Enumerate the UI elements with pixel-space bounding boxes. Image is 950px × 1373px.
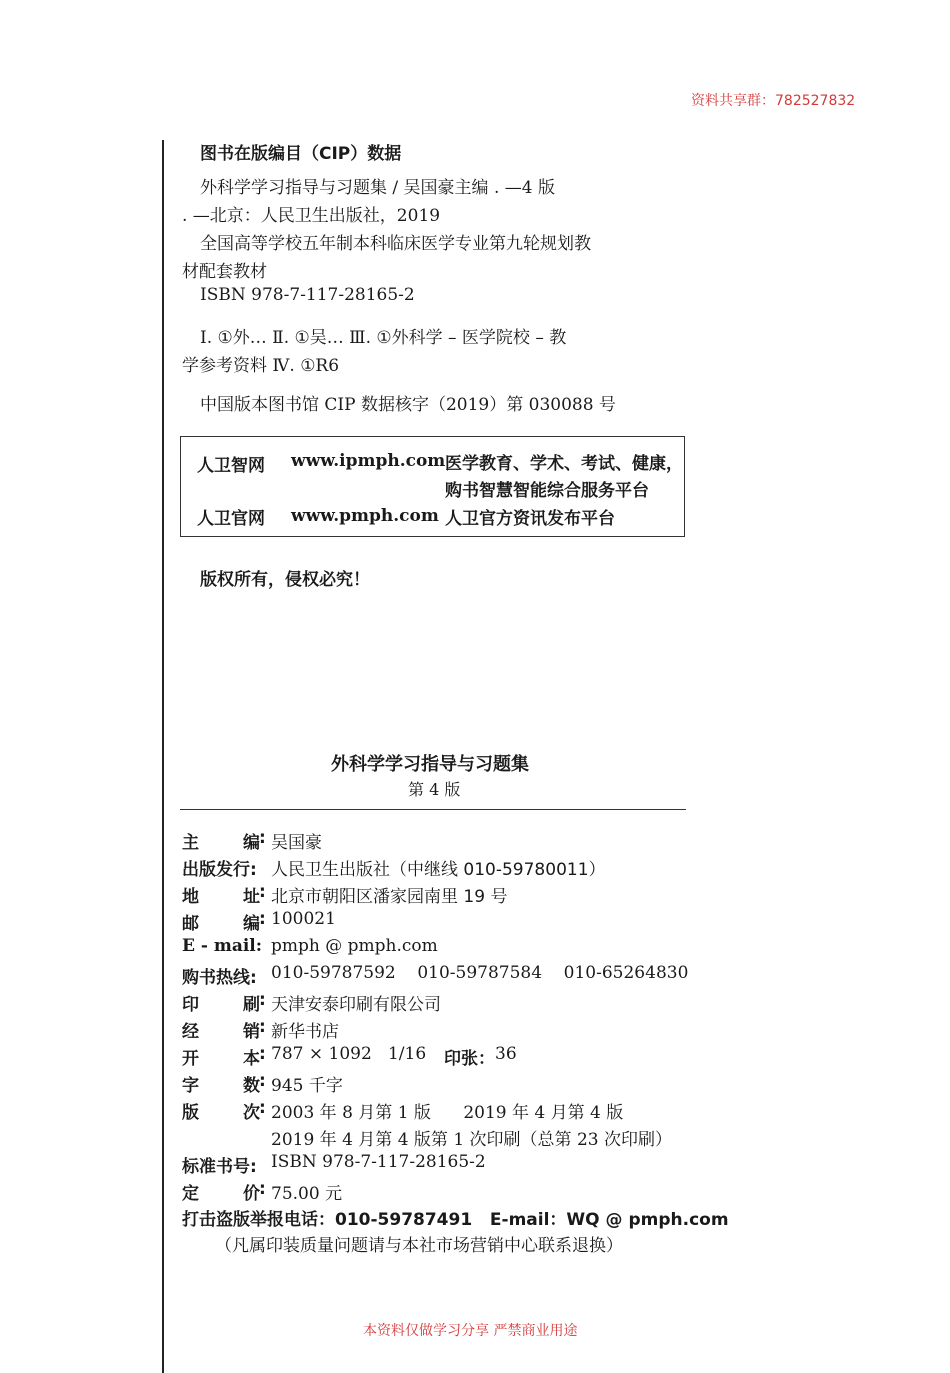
website-name: 人卫智网 <box>197 456 265 476</box>
isbn-label: 标准书号: <box>182 1157 257 1177</box>
cip-heading: 图书在版编目（CIP）数据 <box>200 144 402 164</box>
hotline-value: 010-59787592 010-59787584 010-65264830 <box>271 963 689 983</box>
cip-line: 中国版本图书馆 CIP 数据核字（2019）第 030088 号 <box>200 395 616 415</box>
copyright-notice: 版权所有，侵权必究！ <box>200 570 370 590</box>
cip-line: 外科学学习指导与习题集 / 吴国豪主编 . —4 版 <box>200 178 555 198</box>
wordcount-label: 字 数 <box>182 1076 260 1096</box>
book-edition: 第 4 版 <box>408 780 461 799</box>
watermark-bottom: 本资料仅做学习分享 严禁商业用途 <box>363 1323 578 1339</box>
piracy-report: 打击盗版举报电话：010-59787491 E-mail：WQ @ pmph.com <box>182 1210 729 1230</box>
margin-line <box>162 140 164 1373</box>
watermark-top: 资料共享群：782527832 <box>691 93 856 109</box>
address-value: 北京市朝阳区潘家园南里 19 号 <box>271 887 508 907</box>
website-box <box>180 436 685 537</box>
website-url[interactable]: www.ipmph.com <box>291 451 446 471</box>
editor-label: 主 编 <box>182 833 260 853</box>
isbn-value: ISBN 978-7-117-28165-2 <box>271 1152 486 1172</box>
format-value: 787 × 1092 1/16 <box>271 1044 427 1064</box>
hotline-label: 购书热线: <box>182 968 257 988</box>
edition-label: 版 次 <box>182 1103 260 1123</box>
cip-line: . —北京：人民卫生出版社，2019 <box>182 206 441 226</box>
price-value: 75.00 元 <box>271 1184 343 1204</box>
divider <box>180 809 686 810</box>
website-desc: 人卫官方资讯发布平台 <box>445 509 615 529</box>
cip-line: 全国高等学校五年制本科临床医学专业第九轮规划教 <box>200 234 591 254</box>
distributor-label: 经 销 <box>182 1022 260 1042</box>
cip-line: 学参考资料 Ⅳ. ①R6 <box>182 356 340 376</box>
email-value[interactable]: pmph @ pmph.com <box>271 936 438 956</box>
postcode-value: 100021 <box>271 909 336 929</box>
postcode-label: 邮 编 <box>182 914 260 934</box>
printer-value: 天津安泰印刷有限公司 <box>271 995 441 1015</box>
cip-line: 材配套教材 <box>182 262 267 282</box>
printer-label: 印 刷 <box>182 995 260 1015</box>
cip-line: Ⅰ. ①外… Ⅱ. ①吴… Ⅲ. ①外科学 – 医学院校 – 教 <box>200 328 567 348</box>
publisher-value: 人民卫生出版社（中继线 010-59780011） <box>271 860 606 880</box>
website-desc: 医学教育、学术、考试、健康， <box>445 454 683 474</box>
edition-value-2: 2019 年 4 月第 4 版第 1 次印刷（总第 23 次印刷） <box>271 1130 672 1150</box>
edition-value: 2003 年 8 月第 1 版 2019 年 4 月第 4 版 <box>271 1103 624 1123</box>
sheets-label: 印张： <box>444 1049 495 1069</box>
sheets-value: 36 <box>495 1044 517 1064</box>
email-label: E - mail: <box>182 936 263 956</box>
price-label: 定 价 <box>182 1184 260 1204</box>
website-name: 人卫官网 <box>197 509 265 529</box>
wordcount-value: 945 千字 <box>271 1076 343 1096</box>
editor-value: 吴国豪 <box>271 833 322 853</box>
cip-line: ISBN 978-7-117-28165-2 <box>200 285 415 305</box>
format-label: 开 本 <box>182 1049 260 1069</box>
address-label: 地 址 <box>182 887 260 907</box>
website-desc: 购书智慧智能综合服务平台 <box>445 481 649 501</box>
quality-note: （凡属印装质量问题请与本社市场营销中心联系退换） <box>215 1236 623 1256</box>
distributor-value: 新华书店 <box>271 1022 339 1042</box>
book-title: 外科学学习指导与习题集 <box>331 754 529 775</box>
publisher-label: 出版发行: <box>182 860 257 880</box>
website-url[interactable]: www.pmph.com <box>291 506 439 526</box>
